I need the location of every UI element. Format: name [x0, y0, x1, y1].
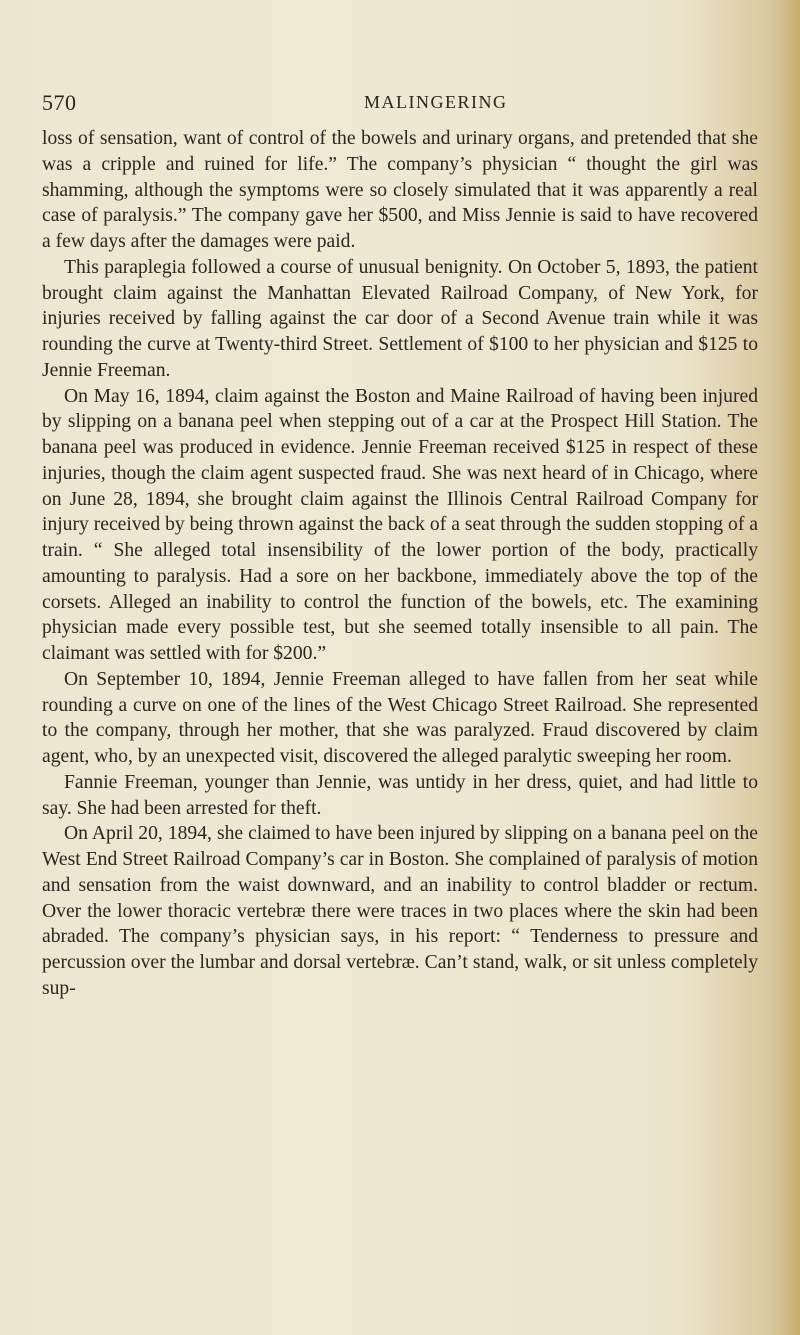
paragraph: On April 20, 1894, she claimed to have been injured by slipping on a banana peel on the West End Street Railroad Company’s car in Boston. She complained of paralysis of motion and sensation from the waist downward, and an inability to control bladder or rectum. Over the lower thoracic vertebræ there were traces in two places where the skin had been abraded. The company’s physician says, in his report: “ Tenderness to pressure and percussion over the lumbar and dorsal vertebræ. Can’t stand, walk, or sit unless completely sup-	[42, 823, 758, 999]
paragraph: Fannie Freeman, younger than Jennie, was untidy in her dress, quiet, and had little to say. She had been arrested for theft.	[42, 771, 758, 819]
paragraph: This paraplegia followed a course of unusual benignity. On October 5, 1893, the patient brought claim against the Manhattan Elevated Railroad Company, of New York, for injuries received by falling against the car door of a Second Avenue train while it was rounding the curve at Twenty-third Street. Settlement of $100 to her physician and $125 to Jennie Freeman.	[42, 256, 758, 381]
page-header	[0, 90, 800, 120]
paragraph: On September 10, 1894, Jennie Freeman alleged to have fallen from her seat while rounding a curve on one of the lines of the West Chicago Street Railroad. She represented to the company, through her mother, that she was paralyzed. Fraud discovered by claim agent, who, by an unexpected visit, discovered the alleged paralytic sweeping her room.	[42, 668, 758, 767]
running-head: MALINGERING	[364, 92, 508, 112]
paragraph-continuation: loss of sensation, want of control of the bowels and urinary organs, and pretended that she was a cripple and ruined for life.” The company’s physician “ thought the girl was shamming, although the symptoms were so closely simulated that it was apparently a real case of paralysis.” The company gave her $500, and Miss Jennie is said to have recovered a few days after the damages were paid.	[42, 128, 758, 252]
page-number: 570	[42, 90, 77, 115]
page-edge-shadow	[784, 0, 800, 1335]
paragraph: On May 16, 1894, claim against the Boston and Maine Railroad of having been injured by slipping on a banana peel when stepping out of a car at the Prospect Hill Station. The banana peel was produced in evidence. Jennie Freeman received $125 in respect of these injuries, though the claim agent suspected fraud. She was next heard of in Chicago, where on June 28, 1894, she brought claim against the Illinois Central Railroad Company for injury received by being thrown against the back of a seat through the sudden stopping of a train. “ She alleged total insensibility of the lower portion of the body, practically amounting to paralysis. Had a sore on her backbone, immediately above the top of the corsets. Alleged an inability to control the function of the bowels, etc. The examining physician made every possible test, but she seemed totally insensible to all pain. The claimant was settled with for $200.”	[42, 385, 758, 664]
body-text	[42, 126, 758, 1002]
